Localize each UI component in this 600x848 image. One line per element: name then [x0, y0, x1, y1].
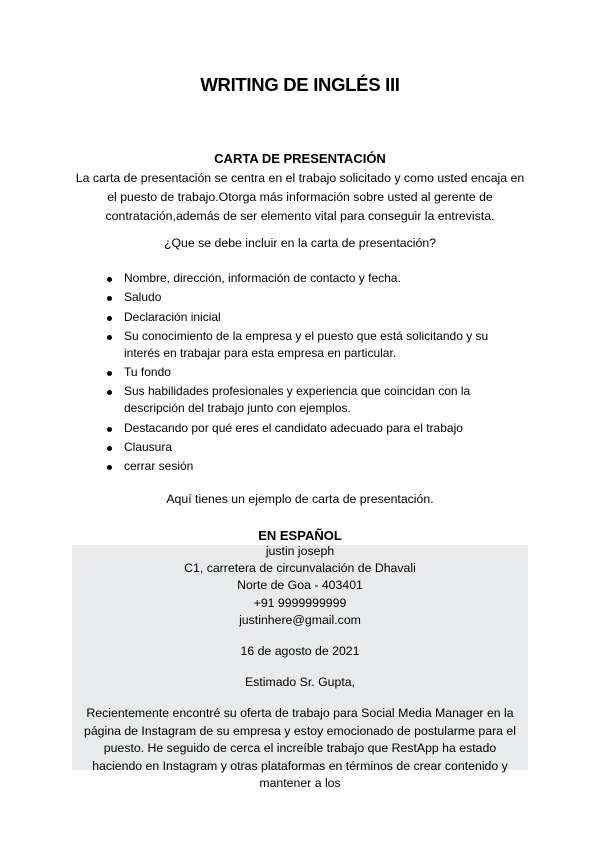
letter-date: 16 de agosto de 2021	[240, 644, 360, 659]
list-item-text: Sus habilidades profesionales y experiencia que coincidan con la descripción del trabajo junto con ejemplos.	[124, 384, 471, 416]
intro-paragraph: La carta de presentación se centra en el trabajo solicitado y como usted encaja en el puesto de trabajo.Otorga más información sobre usted al gerente de contratación,además de ser elemento vital para conseguir la entrevista.	[75, 171, 525, 223]
bullet-icon	[107, 277, 112, 282]
list-item	[124, 328, 524, 362]
list-item	[124, 270, 524, 287]
bullet-icon	[107, 371, 112, 376]
bullet-icon	[107, 335, 112, 340]
bullet-icon	[107, 446, 112, 451]
list-item	[124, 458, 524, 475]
list-item	[124, 439, 524, 456]
sender-address-line2: Norte de Goa - 403401	[237, 578, 363, 593]
list-item	[124, 289, 524, 306]
list-item-text: Destacando por qué eres el candidato adecuado para el trabajo	[124, 420, 463, 435]
bullet-icon	[107, 390, 112, 395]
spanish-heading: EN ESPAÑOL	[258, 528, 342, 543]
list-item-text: Nombre, dirección, información de contacto y fecha.	[124, 271, 401, 285]
cover-letter-heading: CARTA DE PRESENTACIÓN	[214, 151, 386, 166]
example-letter	[72, 543, 528, 793]
list-item-text: Clausura	[124, 440, 173, 455]
spacer	[72, 629, 528, 643]
list-item-text: Su conocimiento de la empresa y el puesto que está solicitando y su interés en trabajar para esta empresa en particular.	[124, 328, 489, 360]
bullet-icon	[107, 465, 112, 470]
bullet-icon	[107, 427, 112, 432]
list-item	[124, 420, 524, 437]
spacer	[72, 660, 528, 674]
document-title: WRITING DE INGLÉS III	[200, 74, 400, 95]
sender-phone: +91 9999999999	[253, 595, 347, 610]
sender-address-line1: C1, carretera de circunvalación de Dhavali	[184, 561, 416, 576]
list-item-text: cerrar sesión	[124, 459, 194, 474]
spacer	[72, 691, 528, 705]
bullet-icon	[107, 296, 112, 301]
bullet-icon	[107, 316, 112, 321]
letter-greeting: Estimado Sr. Gupta,	[244, 675, 356, 690]
list-item-text: Tu fondo	[124, 365, 171, 380]
list-item	[124, 309, 524, 326]
contents-list	[124, 270, 524, 478]
sender-email: justinhere@gmail.com	[239, 612, 361, 627]
list-item	[124, 383, 524, 417]
list-item	[124, 364, 524, 381]
list-item-text: Saludo	[124, 290, 162, 305]
letter-body: Recientemente encontré su oferta de trabajo para Social Media Manager en la página de Instagram de su empresa y estoy emocionado de postularme para el puesto. He seguido de cerca el increíble trabajo que RestApp ha estado haciendo en Instagram y otras plataformas en términos de crear contenido y mantener a los	[83, 706, 516, 791]
sender-name: justin joseph	[265, 544, 335, 558]
example-note: Aquí tienes un ejemplo de carta de presentación.	[166, 492, 434, 506]
list-item-text: Declaración inicial	[124, 309, 221, 324]
question-text: ¿Que se debe incluir en la carta de presentación?	[163, 236, 437, 250]
